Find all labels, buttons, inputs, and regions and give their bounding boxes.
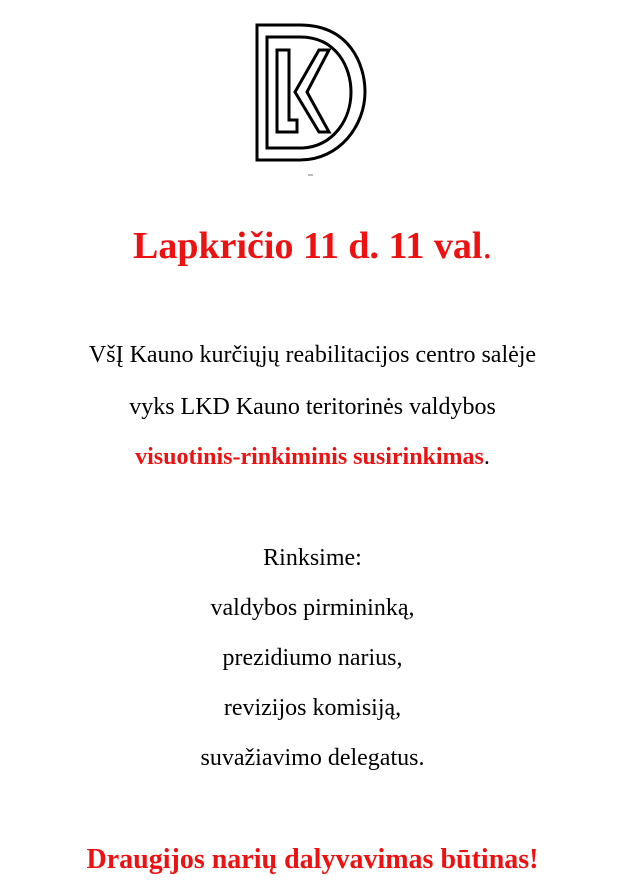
- election-item: revizijos komisiją,: [223, 695, 402, 721]
- event-date-text: Lapkričio 11 d. 11 val: [133, 225, 483, 267]
- event-date-heading: [0, 222, 625, 270]
- election-item: valdybos pirmininką,: [210, 595, 415, 621]
- event-date-period: .: [482, 225, 492, 267]
- intro-line-3: [0, 442, 625, 472]
- logo-mark-dot: [308, 174, 313, 176]
- elections-intro: Rinksime:: [263, 545, 362, 571]
- lkd-logo: [245, 20, 370, 165]
- attendance-required-notice: Draugijos narių dalyvavimas būtinas!: [86, 844, 539, 875]
- intro-line-3-period: .: [483, 444, 490, 470]
- election-item: prezidiumo narius,: [222, 645, 403, 671]
- intro-line-2: vyks LKD Kauno teritorinės valdybos: [129, 394, 496, 420]
- election-item: suvažiavimo delegatus.: [200, 745, 425, 771]
- meeting-type-highlight: visuotinis-rinkiminis susirinkimas: [135, 444, 484, 470]
- intro-line-1: VšĮ Kauno kurčiųjų reabilitacijos centro salėje: [88, 342, 537, 368]
